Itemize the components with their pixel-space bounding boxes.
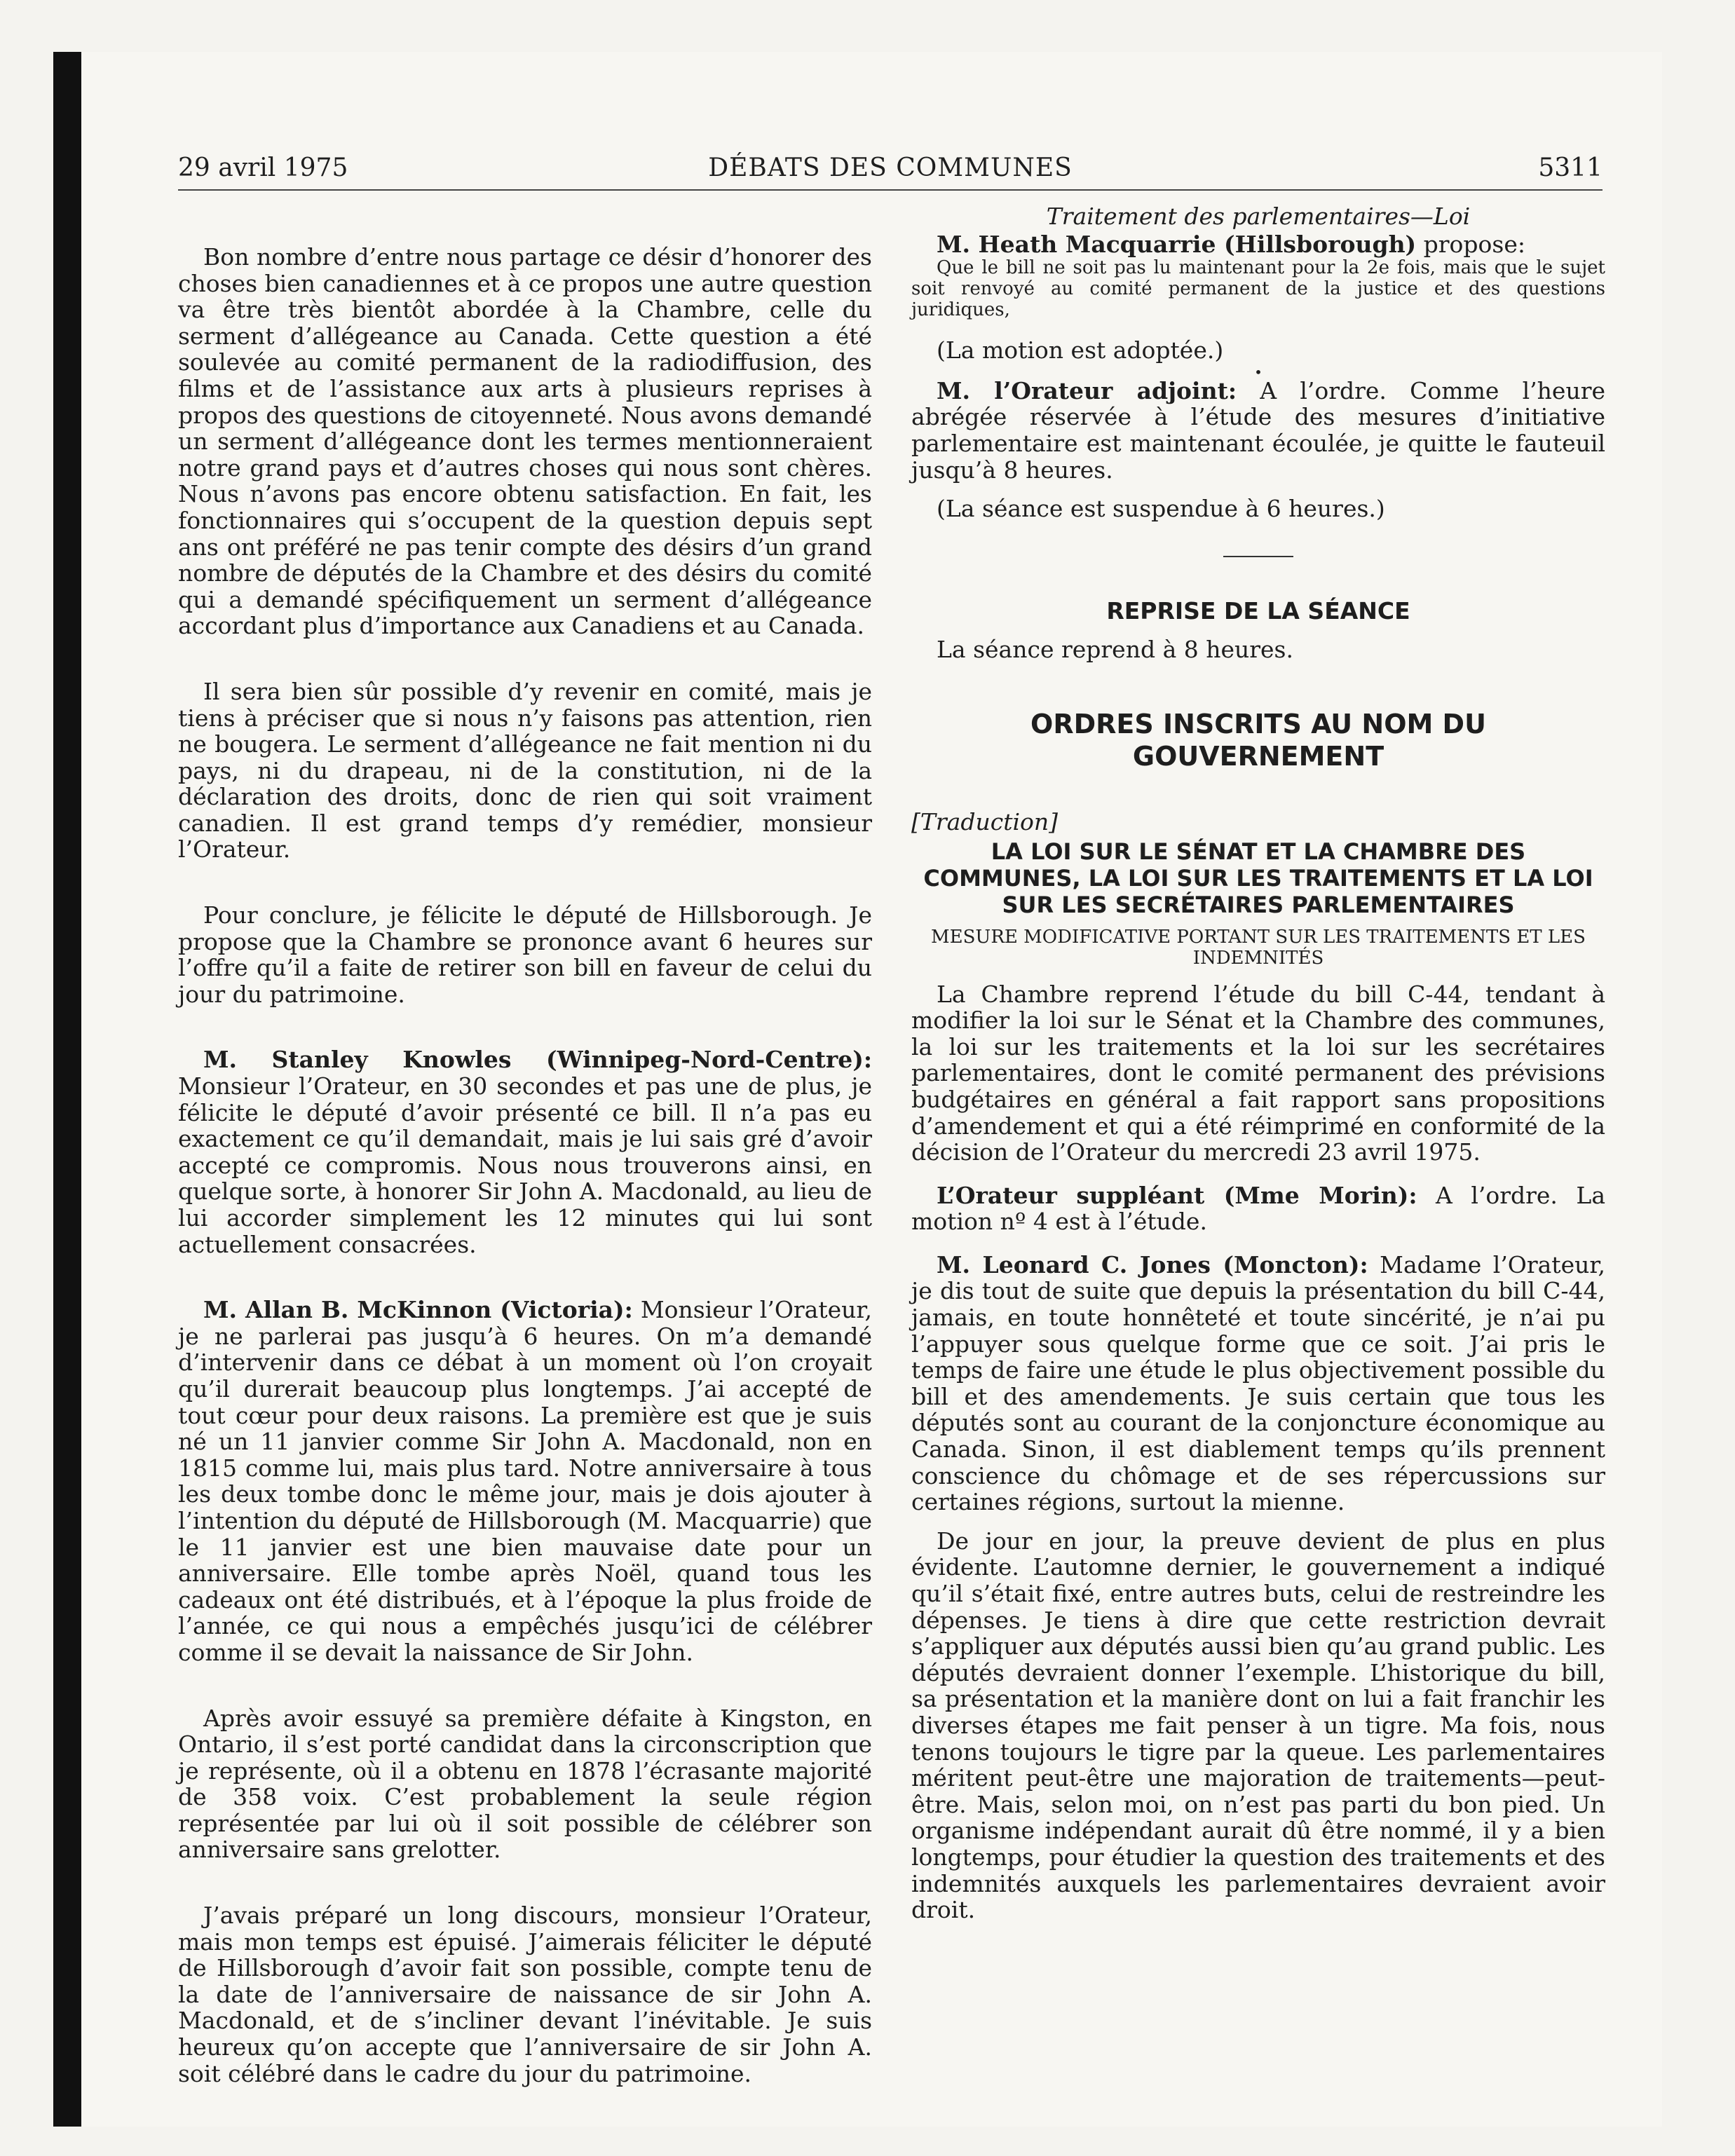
- speech-paragraph: [911, 231, 1605, 258]
- paragraph: La Chambre reprend l’étude du bill C-44, tendant à modifier la loi sur le Sénat et la Chambre des communes, la loi sur les traitements et la loi sur les secrétaires parlementaires, dont le comité permanent des prévisions budgétaires en général a fait rapport sans propositions d’amendement et qui a été réimprimé en conformité de la décision de l’Orateur du mercredi 23 avril 1975.: [911, 980, 1605, 1166]
- page-header: [178, 153, 1603, 191]
- section-divider: [1223, 556, 1293, 557]
- speech-paragraph: [178, 1046, 872, 1257]
- translation-note: [Traduction]: [911, 807, 1059, 835]
- speech-paragraph: [911, 378, 1605, 483]
- section-heading: REPRISE DE LA SÉANCE: [1106, 596, 1410, 625]
- header-title: DÉBATS DES COMMUNES: [708, 153, 1073, 182]
- speaker-name: M. Leonard C. Jones (Moncton):: [937, 1250, 1368, 1278]
- speech-text: propose:: [1416, 230, 1526, 258]
- speech-text: A l’ordre. Comme l’heure abrégée réservée à l’étude des mesures d’initiative parlementaire est maintenant écoulée, je quitte le fauteuil jusqu’à 8 heures.: [911, 376, 1606, 484]
- speaker-name: M. l’Orateur adjoint:: [937, 376, 1237, 404]
- paragraph: J’avais préparé un long discours, monsieur l’Orateur, mais mon temps est épuisé. J’aimerais féliciter le député de Hillsborough d’avoir fait son possible, compte tenu de la date de l’anniversaire de naissance de sir John A. Macdonald, et de s’incliner devant l’inévitable. Je suis heureux qu’on accepte que l’anniversaire de sir John A. soit célébré dans le cadre du jour du patrimoine.: [178, 1902, 872, 2087]
- bill-title: LA LOI SUR LE SÉNAT ET LA CHAMBRE DES COMMUNES, LA LOI SUR LES TRAITEMENTS ET LA LOI SUR LES SECRÉTAIRES PARLEMENTAIRES: [923, 838, 1593, 918]
- paragraph: (La motion est adoptée.): [937, 336, 1224, 364]
- speech-paragraph: [911, 1182, 1605, 1235]
- paragraph: Pour conclure, je félicite le député de Hillsborough. Je propose que la Chambre se prononce avant 6 heures sur l’offre qu’il a faite de retirer son bill en faveur de celui du jour du patrimoine.: [178, 901, 872, 1008]
- speech-text: Madame l’Orateur, je dis tout de suite que depuis la présentation du bill C-44, jamais, en toute honnêteté et toute sincérité, je n’ai pu l’appuyer sous quelque forme que ce soit. J’ai pris le temps de faire une étude le plus objectivement possible du bill et des amendements. Je suis certain que tous les députés sont au courant de la conjoncture économique au Canada. Sinon, il est diablement temps qu’ils prennent conscience du chômage et de ses répercussions sur certaines régions, surtout la mienne.: [911, 1250, 1605, 1516]
- bullet-separator: •: [1254, 363, 1263, 381]
- paragraph: La séance reprend à 8 heures.: [937, 636, 1293, 664]
- speaker-name: L’Orateur suppléant (Mme Morin):: [937, 1181, 1417, 1209]
- speaker-name: M. Stanley Knowles (Winnipeg-Nord-Centre):: [203, 1046, 872, 1074]
- header-date: 29 avril 1975: [178, 153, 348, 182]
- paragraph: Bon nombre d’entre nous partage ce désir d’honorer des choses bien canadiennes et à ce propos une autre question va être très bientôt abordée à la Chambre, celle du serment d’allégeance au Canada. Cette question a été soulevée au comité permanent de la radiodiffusion, des films et de l’assistance aux arts à plusieurs reprises à propos des questions de citoyenneté. Nous avons demandé un serment d’allégeance dont les termes mentionneraient notre grand pays et d’autres choses qui nous sont chères. Nous n’avons pas encore obtenu satisfaction. En fait, les fonctionnaires qui s’occupent de la question depuis sept ans ont préféré ne pas tenir compte des désirs d’un grand nombre de députés de la Chambre et des désirs du comité qui a demandé spécifiquement un serment d’allégeance accordant plus d’importance aux Canadiens et au Canada.: [178, 243, 872, 640]
- paragraph: (La séance est suspendue à 6 heures.): [937, 495, 1385, 523]
- paragraph: Après avoir essuyé sa première défaite à Kingston, en Ontario, il s’est porté candidat dans la circonscription que je représente, où il a obtenu en 1878 l’écrasante majorité de 358 voix. C’est probablement la seule région représentée par lui où il soit possible de célébrer son anniversaire sans grelotter.: [178, 1704, 872, 1864]
- bill-subtitle: MESURE MODIFICATIVE PORTANT SUR LES TRAITEMENTS ET LES INDEMNITÉS: [931, 926, 1586, 969]
- speaker-name: M. Allan B. McKinnon (Victoria):: [203, 1296, 633, 1324]
- paragraph: Il sera bien sûr possible d’y revenir en comité, mais je tiens à préciser que si nous n’y faisons pas attention, rien ne bougera. Le serment d’allégeance ne fait mention ni du pays, ni du drapeau, ni de la constitution, ni de la déclaration des droits, donc de rien qui soit vraiment canadien. Il est grand temps d’y remédier, monsieur l’Orateur.: [178, 677, 872, 864]
- speech-text: A l’ordre. La motion nº 4 est à l’étude.: [911, 1181, 1605, 1236]
- motion-text: Que le bill ne soit pas lu maintenant pour la 2e fois, mais que le sujet soit renvoyé au comité permanent de la justice et des questions juridiques,: [911, 257, 1605, 321]
- speech-text: Monsieur l’Orateur, en 30 secondes et pas une de plus, je félicite le député d’avoir présenté ce bill. Il n’a pas eu exactement ce qu’il demandait, mais je lui sais gré d’avoir accepté ce compromis. Nous nous trouverons ainsi, en quelque sorte, à honorer Sir John A. Macdonald, au lieu de lui accorder simplement les 12 minutes qui lui sont actuellement consacrées.: [178, 1072, 872, 1258]
- left-column: [178, 203, 872, 2087]
- speech-text: Monsieur l’Orateur, je ne parlerai pas jusqu’à 6 heures. On m’a demandé d’intervenir dans ce débat à un moment où l’on croyait qu’il durerait beaucoup plus longtemps. J’ai accepté de tout cœur pour deux raisons. La première est que je suis né un 11 janvier comme Sir John A. Macdonald, non en 1815 comme lui, mais plus tard. Notre anniversaire à tous les deux tombe donc le même jour, mais je dois ajouter à l’intention du député de Hillsborough (M. Macquarrie) que le 11 janvier est une bien mauvaise date pour un anniversaire. Elle tombe après Noël, quand tous les cadeaux ont été distribués, et à l’époque la plus froide de l’année, ce qui nous a empêchés jusqu’ici de célébrer comme il se devait la naissance de Sir John.: [178, 1296, 873, 1666]
- header-page-number: 5311: [1538, 153, 1603, 182]
- scan-edge-bar: [53, 52, 81, 2127]
- right-column: [911, 203, 1605, 1923]
- speech-paragraph: [178, 1297, 872, 1665]
- running-head: Traitement des parlementaires—Loi: [1046, 203, 1471, 230]
- speech-paragraph: [911, 1252, 1605, 1515]
- speaker-name: M. Heath Macquarrie (Hillsborough): [937, 230, 1417, 258]
- paragraph: De jour en jour, la preuve devient de plus en plus évidente. L’automne dernier, le gouvernement a indiqué qu’il s’était fixé, entre autres buts, celui de restreindre les dépenses. Je tiens à dire que cette restriction devrait s’appliquer aux députés aussi bien qu’au grand public. Les députés devraient donner l’exemple. L’historique du bill, sa présentation et la manière dont on lui a fait franchir les diverses étapes me fait penser à un tigre. Ma fois, nous tenons toujours le tigre par la queue. Les parlementaires méritent peut-être une majoration de traitements—peut-être. Mais, selon moi, on n’est pas parti du bon pied. Un organisme indépendant aurait dû être nommé, il y a bien longtemps, pour étudier la question des traitements et des indemnités auxquels les parlementaires devraient avoir droit.: [911, 1527, 1605, 1924]
- section-heading: ORDRES INSCRITS AU NOM DU GOUVERNEMENT: [1030, 708, 1486, 772]
